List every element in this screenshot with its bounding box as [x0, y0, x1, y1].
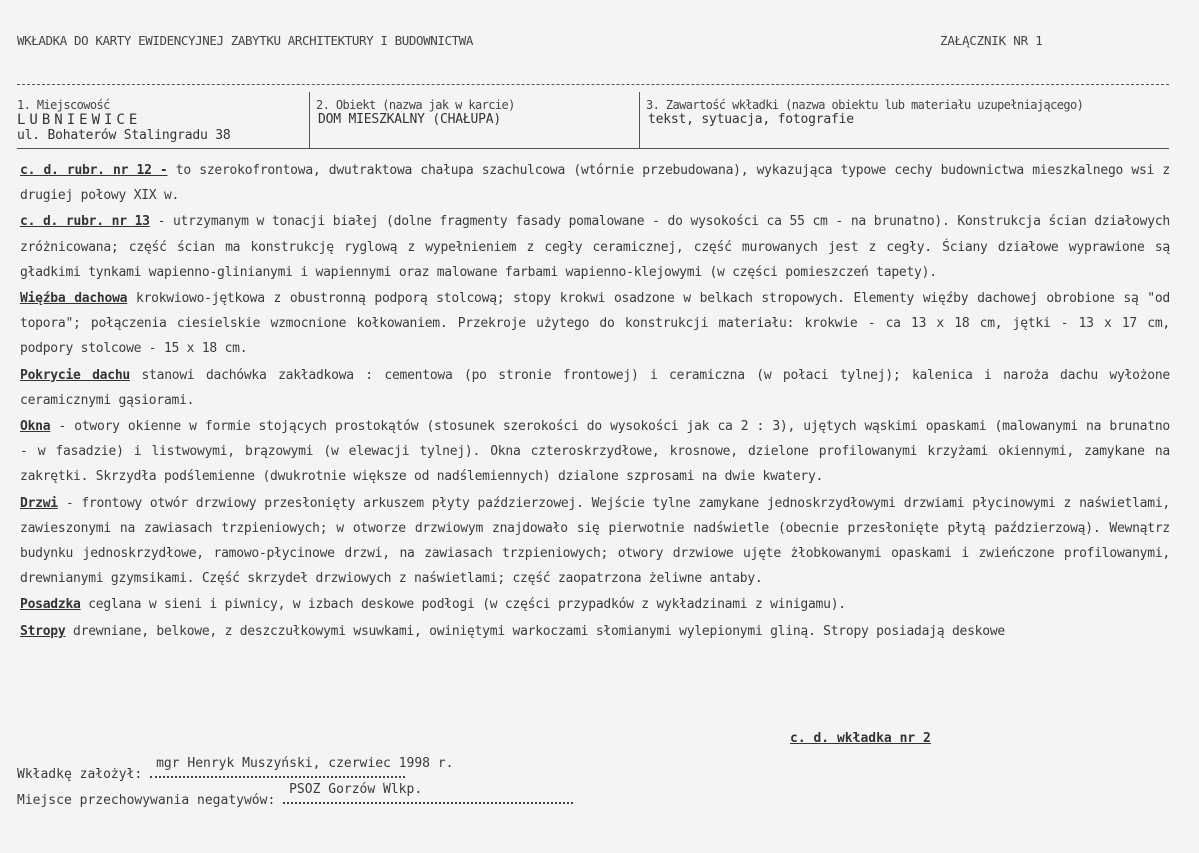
paragraph	[20, 592, 1170, 617]
paragraph-heading: Więźba dachowa	[20, 291, 128, 307]
paragraph-heading: Stropy	[20, 623, 66, 639]
author-label: Wkładkę założył:	[17, 767, 143, 782]
field-contents	[639, 92, 1170, 148]
paragraph	[20, 209, 1170, 285]
field-object-value: DOM MIESZKALNY (CHAŁUPA)	[318, 112, 502, 127]
field-object	[309, 92, 640, 148]
storage-label: Miejsce przechowywania negatywów:	[17, 793, 276, 808]
storage-dotted-field	[283, 782, 573, 804]
field-locality	[17, 92, 309, 148]
author-line	[17, 756, 454, 782]
field-locality-street: ul. Bohaterów Stalingradu 38	[17, 128, 231, 143]
storage-value: PSOZ Gorzów Wlkp.	[289, 782, 423, 797]
paragraph	[20, 158, 1170, 208]
paragraph-text: - otwory okienne w formie stojących prostokątów (stosunek szerokości do wysokości jak ca 2 : 3), ujętych wąskimi opaskami (malowanymi na brunatno - w fasadzie) i listwowymi, brązowymi (w elewacji tylnej). Okna czteroskrzydłowe, krosnowe, dzielone profilowanymi krzyżami okiennymi, zamykane na zakrętki. Skrzydła podślemienne (dwukrotnie większe od nadślemiennych) dzialone szprosami na dwie kwatery.	[20, 419, 1170, 485]
paragraph-text: - frontowy otwór drzwiowy przesłonięty arkuszem płyty paździerzowej. Wejście tylne zamykane jednoskrzydłowymi drzwiami płycinowymi z naświetlami, zawieszonymi na zawiasach trzpieniowych; w otworze drzwiowym znajdowało się pierwotnie nadświetle (obecnie przesłonięte płytą paździerzową). Wewnątrz budynku jednoskrzydłowe, ramowo-płycinowe drzwi, na zawiasach trzpieniowych; otwory drzwiowe ujęte żłobkowanymi opaskami i zwieńczone profilowanymi, drewnianymi gzymsikami. Część skrzydeł drzwiowych z naświetlami; część zaopatrzona żeliwne antaby.	[20, 495, 1170, 587]
field-contents-value: tekst, sytuacja, fotografie	[648, 112, 854, 127]
field-locality-label: 1. Miejscowość	[17, 98, 110, 112]
paragraph-heading: Pokrycie dachu	[20, 367, 130, 383]
paragraph-text: to szerokofrontowa, dwutraktowa chałupa szachulcowa (wtórnie przebudowana), wykazująca typowe cechy budownictwa mieszkalnego wsi z drugiej połowy XIX w.	[20, 163, 1170, 204]
paragraph-text: - utrzymanym w tonacji białej (dolne fragmenty fasady pomalowane - do wysokości ca 55 cm - na brunatno). Konstrukcja ścian działowych zróżnicowana; część ścian ma konstrukcję ryglową z wypełnieniem z cegły ceramicznej, część murowanych jest z cegły. Ściany działowe wyprawione są gładkimi tynkami wapienno-glinianymi i wapiennymi oraz malowane farbami wapienno-klejowymi (w części pomieszczeń tapety).	[20, 214, 1170, 280]
paragraph-heading: Okna	[20, 419, 51, 435]
field-contents-label: 3. Zawartość wkładki (nazwa obiektu lub materiału uzupełniającego)	[646, 98, 1084, 112]
paragraph-heading: Posadzka	[20, 597, 81, 613]
paragraph	[20, 363, 1170, 413]
storage-line	[17, 782, 573, 808]
paragraph-heading: c. d. rubr. nr 12 -	[20, 163, 168, 178]
paragraph	[20, 491, 1170, 592]
field-locality-town: LUBNIEWICE	[17, 112, 142, 128]
annex-label: ZAŁĄCZNIK NR 1	[940, 33, 1043, 48]
paragraph-heading: Drzwi	[20, 495, 58, 511]
paragraph	[20, 619, 1170, 644]
description-body	[20, 158, 1170, 645]
form-title: WKŁADKA DO KARTY EWIDENCYJNEJ ZABYTKU ARCHITEKTURY I BUDOWNICTWA	[17, 33, 474, 48]
continuation-note: c. d. wkładka nr 2	[790, 731, 931, 746]
paragraph-text: ceglana w sieni i piwnicy, w izbach deskowe podłogi (w części przypadków z wykładzinami z winigamu).	[80, 597, 846, 613]
paragraph-heading: c. d. rubr. nr 13	[20, 214, 150, 230]
paragraph	[20, 414, 1170, 490]
paragraph-text: krokwiowo-jętkowa z obustronną podporą stolcową; stopy krokwi osadzone w belkach stropowych. Elementy więźby dachowej obrobione są "od topora"; połączenia ciesielskie wzmocnione kołkowaniem. Przekroje użytego do konstrukcji materiału: krokwie - ca 13 x 18 cm, jętki - 13 x 17 cm, podpory stolcowe - 15 x 18 cm.	[20, 291, 1170, 357]
paragraph	[20, 286, 1170, 362]
author-dotted-field	[150, 756, 454, 778]
paragraph-text: drewniane, belkowe, z deszczułkowymi wsuwkami, owiniętymi warkoczami słomianymi wylepionymi gliną. Stropy posiadają deskowe	[65, 623, 1005, 639]
paragraph-text: stanowi dachówka zakładkowa : cementowa (po stronie frontowej) i ceramiczna (w połaci tylnej); kalenica i naroża dachu wyłożone ceramicznymi gąsiorami.	[20, 367, 1171, 408]
dashed-divider	[17, 84, 1169, 85]
field-object-label: 2. Obiekt (nazwa jak w karcie)	[316, 98, 515, 112]
header-fields	[17, 92, 1169, 149]
author-value: mgr Henryk Muszyński, czerwiec 1998 r.	[156, 756, 454, 771]
